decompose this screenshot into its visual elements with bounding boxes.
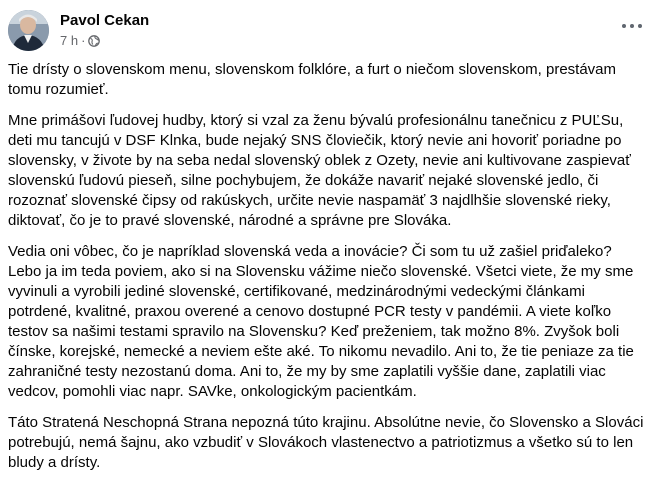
post-subline bbox=[60, 33, 149, 49]
more-options-icon[interactable] bbox=[622, 20, 642, 32]
author-name[interactable]: Pavol Cekan bbox=[60, 12, 150, 29]
more-dot bbox=[630, 24, 634, 28]
post-paragraph-4: Táto Stratená Neschopná Strana nepozná túto krajinu. Absolútne nevie, čo Slovensko a Slováci potrebujú, nemá šajnu, ako vzbudiť v Slovákoch vlastenectvo a patriotizmus a všetko sú to len bludy a drísty. bbox=[8, 414, 644, 471]
separator: · bbox=[81, 33, 86, 48]
post-paragraph-2: Mne primášovi ľudovej hudby, ktorý si vzal za ženu bývalú profesionálnu tanečnicu z PUĽSu, deti mu tancujú v DSF Klnka, bude nejaký SNS človiečik, ktorý nevie ani hovoriť poriadne po slovensky, v živote by na seba nedal slovenský oblek z Ozety, nevie ani kultivovane zaspievať slovenskú ľudovú pieseň, silne pochybujem, že dokáže navariť nejaké slovenské jedlo, či rozoznať slovenské čipsy od rakúskych, určite nevie naspamäť 3 najdlhšie slovenské rieky, diktovať, čo je to pravé slovenské, národné a správne pre Slováka. bbox=[8, 112, 631, 229]
post-header bbox=[8, 10, 149, 51]
post-meta bbox=[60, 11, 149, 49]
post-text bbox=[8, 60, 648, 484]
post-paragraph-3: Vedia oni vôbec, čo je napríklad slovenská veda a inovácie? Či som tu už zašiel priďaleko? Lebo ja im teda poviem, ako si na Slovensku vážime niečo slovenské. Všetci viete, že my sme vyvinuli a vyrobili jediné slovenské, certifikované, medzinárodnými vedeckými článkami potrdené, kvalitné, praxou overené a cenovo dostupné PCR testy v pandémii. A viete koľko testov sa našimi testami spravilo na Slovensku? Keď preženiem, tak možno 8%. Zvyšok boli čínske, korejské, nemecké a neviem ešte aké. To nikomu nevadilo. Ani to, že tie peniaze za tie zahraničné testy nezostanú doma. Ani to, že my by sme zaplatili vyššie dane, zaplatili viac vedcov, pomohli viac napr. SAVke, onkologickým pacientkám. bbox=[8, 243, 634, 400]
globe-icon[interactable] bbox=[88, 35, 100, 47]
avatar[interactable] bbox=[8, 10, 49, 51]
avatar-image bbox=[8, 10, 49, 51]
post-time[interactable]: 7 h bbox=[60, 33, 79, 48]
more-dot bbox=[638, 24, 642, 28]
more-dot bbox=[622, 24, 626, 28]
post-paragraph-1: Tie drísty o slovenskom menu, slovenskom folklóre, a furt o niečom slovenskom, prestávam tomu rozumieť. bbox=[8, 61, 617, 98]
